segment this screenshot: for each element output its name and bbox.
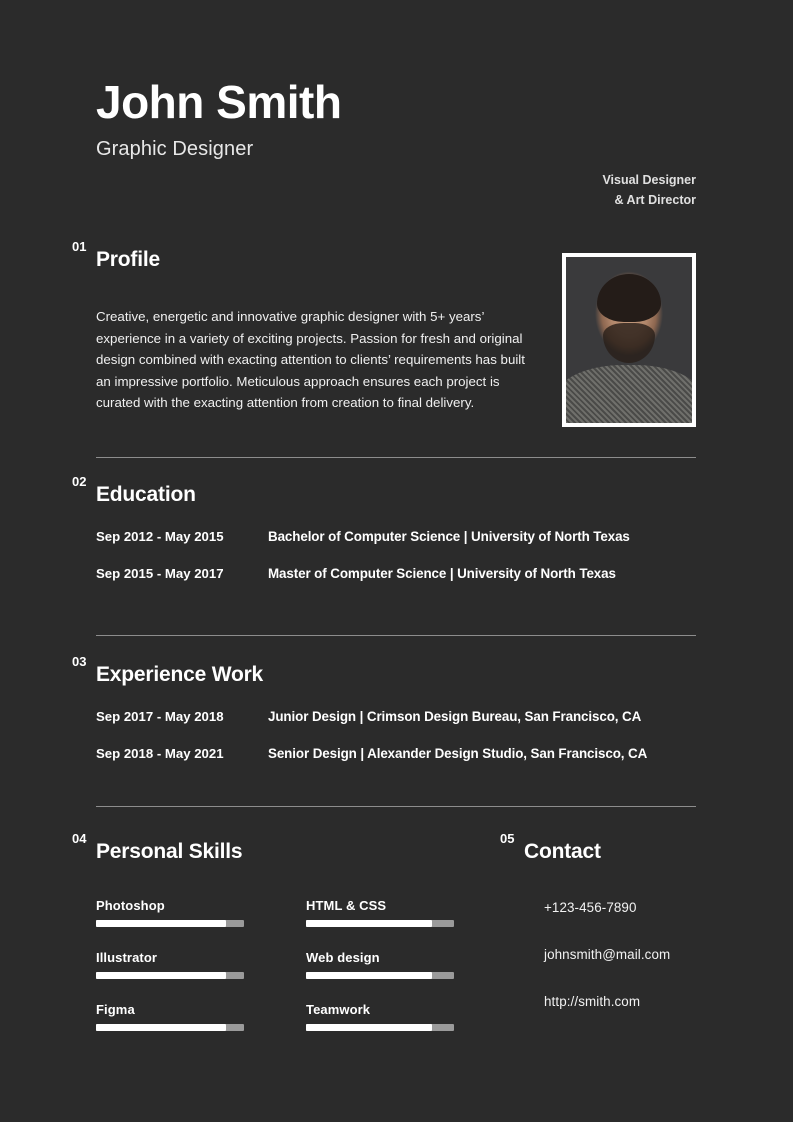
contact-section-number: 05 — [500, 831, 515, 846]
tagline-line-1: Visual Designer — [602, 173, 696, 187]
skills-columns — [96, 898, 476, 1054]
skill-bar-fill — [96, 972, 226, 979]
contact-website[interactable]: http://smith.com — [544, 994, 641, 1009]
section-skills — [72, 831, 476, 1054]
skill-bar-fill — [306, 1024, 432, 1031]
skills-heading — [72, 831, 476, 864]
education-date: Sep 2012 - May 2015 — [96, 529, 224, 544]
list-item — [96, 566, 696, 581]
experience-section-number: 03 — [72, 654, 87, 669]
experience-list — [96, 709, 696, 761]
education-section-number: 02 — [72, 474, 87, 489]
skills-section-number: 04 — [72, 831, 87, 846]
skill-item — [306, 950, 458, 979]
skill-bar-fill — [96, 1024, 226, 1031]
skill-label: Teamwork — [306, 1002, 371, 1017]
contact-phone[interactable]: +123-456-7890 — [544, 900, 637, 915]
profile-text: Creative, energetic and innovative graphic designer with 5+ years’ experience in a variety of exciting projects. Passion for fresh and original design combined with exacting attention to clients’ requirements has built an impressive portfolio. Meticulous approach ensures each project is curated with the exacting attention from creation to final delivery. — [96, 309, 525, 411]
skill-item — [96, 898, 248, 927]
skill-item — [306, 1002, 458, 1031]
education-date: Sep 2015 - May 2017 — [96, 566, 224, 581]
skill-item — [306, 898, 458, 927]
experience-section-title: Experience Work — [96, 663, 264, 686]
divider-2 — [96, 635, 696, 636]
section-contact — [500, 831, 724, 1041]
avatar — [562, 253, 696, 427]
section-education — [72, 474, 696, 581]
skill-label: Figma — [96, 1002, 135, 1017]
education-section-title: Education — [96, 483, 196, 506]
skills-section-title: Personal Skills — [96, 840, 243, 863]
section-profile — [72, 239, 696, 414]
experience-heading — [72, 654, 696, 687]
avatar-image — [566, 257, 692, 423]
divider-1 — [96, 457, 696, 458]
profile-section-title: Profile — [96, 248, 160, 271]
header-tagline — [496, 170, 696, 210]
avatar-beard — [603, 323, 655, 363]
skill-bar-fill — [96, 920, 226, 927]
divider-3 — [96, 806, 696, 807]
skill-bar — [306, 920, 454, 927]
experience-detail: Senior Design | Alexander Design Studio, San Francisco, CA — [268, 746, 648, 761]
experience-date: Sep 2017 - May 2018 — [96, 709, 224, 724]
skill-bar — [306, 1024, 454, 1031]
skill-item — [96, 1002, 248, 1031]
contact-list — [524, 900, 724, 1009]
skill-label: Web design — [306, 950, 380, 965]
skills-column-right — [306, 898, 458, 1054]
skill-bar — [96, 972, 244, 979]
skill-label: HTML & CSS — [306, 898, 387, 913]
skill-bar — [96, 1024, 244, 1031]
list-item — [96, 709, 696, 724]
education-list — [96, 529, 696, 581]
list-item — [96, 529, 696, 544]
skill-label: Photoshop — [96, 898, 165, 913]
education-detail: Master of Computer Science | University of North Texas — [268, 566, 616, 581]
education-detail: Bachelor of Computer Science | University of North Texas — [268, 529, 630, 544]
experience-detail: Junior Design | Crimson Design Bureau, San Francisco, CA — [268, 709, 642, 724]
experience-date: Sep 2018 - May 2021 — [96, 746, 224, 761]
skill-label: Illustrator — [96, 950, 158, 965]
header — [96, 76, 696, 207]
contact-email[interactable]: johnsmith@mail.com — [544, 947, 671, 962]
page-title: John Smith — [96, 76, 342, 128]
avatar-body — [562, 365, 696, 423]
section-experience — [72, 654, 696, 761]
list-item — [96, 746, 696, 761]
skill-bar — [96, 920, 244, 927]
skill-bar — [306, 972, 454, 979]
contact-section-title: Contact — [524, 840, 601, 863]
skill-item — [96, 950, 248, 979]
tagline-line-2: & Art Director — [614, 193, 696, 207]
job-role: Graphic Designer — [96, 138, 254, 161]
skills-column-left — [96, 898, 248, 1054]
skill-bar-fill — [306, 920, 432, 927]
avatar-hair — [597, 274, 661, 322]
skill-bar-fill — [306, 972, 432, 979]
education-heading — [72, 474, 696, 507]
profile-section-number: 01 — [72, 239, 87, 254]
contact-heading — [500, 831, 724, 864]
